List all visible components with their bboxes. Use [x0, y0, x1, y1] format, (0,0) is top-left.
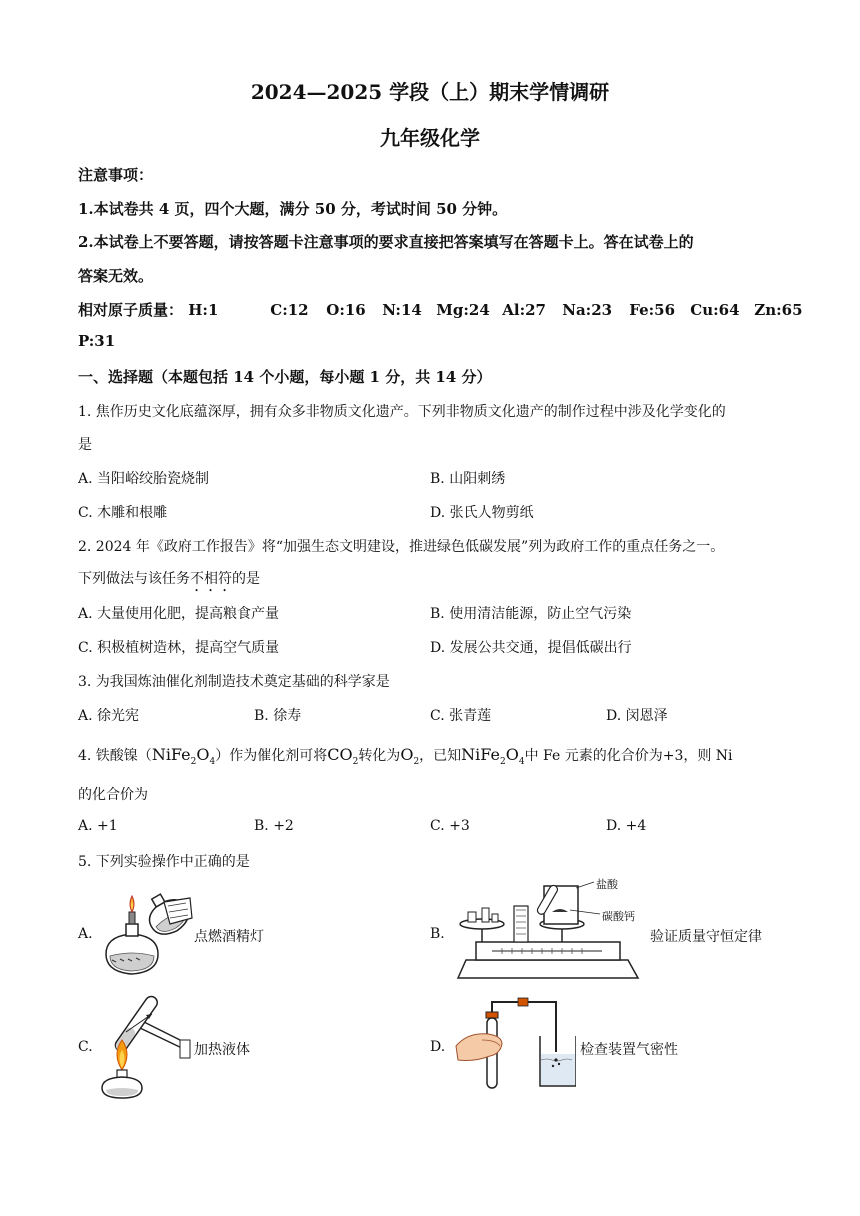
formula-part: O	[196, 745, 210, 764]
exam-subtitle: 九年级化学	[380, 126, 480, 150]
q4-stem-line-2: 的化合价为	[78, 787, 148, 803]
section-heading: 一、选择题（本题包括 14 个小题，每小题 1 分，共 14 分）	[78, 368, 492, 386]
atomic-mass-cu: Cu:64	[690, 301, 740, 319]
notice-heading: 注意事项：	[78, 166, 154, 184]
q5-option-d-caption: 检查装置气密性	[580, 1042, 678, 1058]
notice-item-2-line-1: 2.本试卷上不要答题，请按答题卡注意事项的要求直接把答案填写在答题卡上。答在试卷上的	[78, 233, 694, 251]
q5-option-c-letter: C.	[78, 1039, 93, 1055]
q3-option-a: A. 徐光宪	[78, 708, 140, 724]
q2-stem-text: 下列做法与该任务	[78, 571, 190, 587]
q2-emphasis-text: 不相符	[190, 571, 232, 587]
q4-text-3: 转化为	[358, 748, 401, 764]
atomic-mass-n: N:14	[382, 301, 422, 319]
atomic-mass-label: 相对原子质量：	[78, 301, 184, 319]
q5-option-a-caption: 点燃酒精灯	[194, 929, 264, 945]
heating-liquid-figure	[96, 988, 196, 1100]
label-hydrochloric-acid: 盐酸	[596, 878, 618, 891]
balance-scale-figure	[452, 878, 646, 986]
atomic-mass-c: C:12	[270, 301, 309, 319]
q5-option-a-letter: A.	[78, 926, 93, 942]
q1-option-a: A. 当阳峪绞胎瓷烧制	[78, 471, 210, 487]
q1-stem-line-2: 是	[78, 437, 92, 453]
label-calcium-carbonate: 碳酸钙	[602, 910, 635, 923]
q3-option-b: B. 徐寿	[254, 708, 302, 724]
atomic-mass-o: O:16	[326, 301, 366, 319]
q2-option-c: C. 积极植树造林，提高空气质量	[78, 640, 280, 656]
q3-stem: 3. 为我国炼油催化剂制造技术奠定基础的科学家是	[78, 674, 390, 690]
formula-part: NiFe	[461, 745, 500, 764]
formula-sub: 2	[413, 757, 420, 768]
q4-stem-line-1	[78, 745, 733, 767]
q4-text-2: ）作为催化剂可将	[215, 748, 328, 764]
formula-nife2o4	[151, 745, 216, 768]
q3-option-c: C. 张青莲	[430, 708, 492, 724]
atomic-mass-na: Na:23	[562, 301, 613, 319]
q5-option-b-caption: 验证质量守恒定律	[650, 929, 762, 945]
q4-option-a: A. +1	[78, 818, 118, 834]
formula-sub: 2	[352, 757, 359, 768]
q4-option-b: B. +2	[254, 818, 294, 834]
formula-o2	[400, 745, 420, 768]
formula-part: O	[400, 745, 414, 764]
q2-stem-line-2	[78, 568, 260, 595]
formula-sub: 4	[518, 757, 525, 768]
formula-part: CO	[327, 745, 353, 764]
q4-option-c: C. +3	[430, 818, 470, 834]
atomic-mass-p: P:31	[78, 332, 116, 350]
atomic-mass-zn: Zn:65	[754, 301, 803, 319]
atomic-mass-fe: Fe:56	[629, 301, 676, 319]
q2-option-b: B. 使用清洁能源，防止空气污染	[430, 606, 632, 622]
q1-option-b: B. 山阳刺绣	[430, 471, 506, 487]
q5-option-c-caption: 加热液体	[194, 1042, 250, 1058]
formula-sub: 2	[499, 757, 506, 768]
formula-sub: 2	[190, 757, 197, 768]
formula-part: NiFe	[151, 745, 191, 764]
formula-part: O	[505, 745, 519, 764]
q1-option-d: D. 张氏人物剪纸	[430, 505, 534, 521]
q5-option-d-letter: D.	[430, 1039, 446, 1055]
q4-option-d: D. +4	[606, 818, 647, 834]
q3-option-d: D. 闵恩泽	[606, 708, 668, 724]
q5-stem: 5. 下列实验操作中正确的是	[78, 854, 250, 870]
q4-text-5: 中 Fe 元素的化合价为+3，则 Ni	[524, 748, 733, 764]
airtightness-check-figure	[452, 994, 576, 1092]
formula-nife2o4	[461, 745, 525, 768]
q4-text-4: ，已知	[419, 748, 462, 764]
q5-option-b-letter: B.	[430, 926, 445, 942]
exam-title: 2024—2025 学段（上）期末学情调研	[250, 80, 610, 104]
atomic-mass-h: H:1	[188, 301, 219, 319]
q2-option-a: A. 大量使用化肥，提高粮食产量	[78, 606, 280, 622]
atomic-mass-al: Al:27	[502, 301, 546, 319]
atomic-mass-line	[78, 299, 803, 320]
atomic-mass-mg: Mg:24	[436, 301, 490, 319]
notice-item-2-line-2: 答案无效。	[78, 267, 154, 285]
q1-stem-line-1: 1. 焦作历史文化底蕴深厚，拥有众多非物质文化遗产。下列非物质文化遗产的制作过程中涉及化学变化的	[78, 404, 726, 420]
alcohol-lamp-lighting-figure	[98, 884, 194, 980]
q2-stem-tail: 的是	[232, 571, 260, 587]
q2-option-d: D. 发展公共交通，提倡低碳出行	[430, 640, 632, 656]
notice-item-1: 1.本试卷共 4 页，四个大题，满分 50 分，考试时间 50 分钟。	[78, 200, 508, 218]
formula-co2	[327, 745, 359, 768]
q1-option-c: C. 木雕和根雕	[78, 505, 168, 521]
q4-text-1: 4. 铁酸镍（	[78, 748, 152, 764]
formula-sub: 4	[209, 757, 216, 768]
q2-stem-line-1: 2. 2024 年《政府工作报告》将“加强生态文明建设，推进绿色低碳发展”列为政府工作的重点任务之一。	[78, 539, 725, 555]
